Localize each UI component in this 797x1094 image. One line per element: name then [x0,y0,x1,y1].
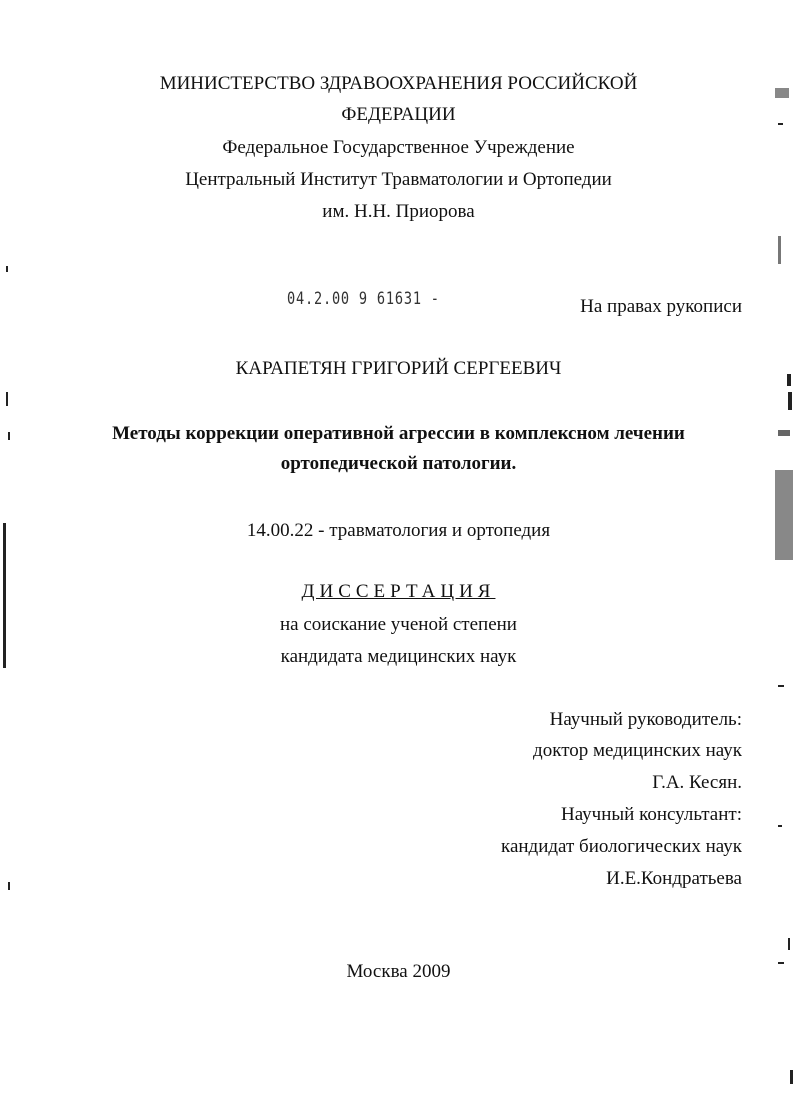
advisor-degree: доктор медицинских наук [533,740,742,761]
consultant-name: И.Е.Кондратьева [606,868,742,889]
author-name: КАРАПЕТЯН ГРИГОРИЙ СЕРГЕЕВИЧ [235,358,562,379]
specialty-code: 14.00.22 - травматология и ортопедия [246,520,551,541]
document-type-text: ДИССЕРТАЦИЯ [301,581,496,602]
scan-edge-bar [3,523,6,668]
advisor-label: Научный руководитель: [549,709,742,730]
scan-speck [775,88,789,98]
scan-speck [778,685,784,687]
scan-speck [790,1070,793,1084]
scan-speck [778,825,782,827]
scan-speck [778,123,783,125]
ministry-line-1: МИНИСТЕРСТВО ЗДРАВООХРАНЕНИЯ РОССИЙСКОЙ [159,73,638,94]
institute-name: Центральный Институт Травматологии и Ортопедии [185,169,612,190]
registration-stamp: 04.2.00 9 61631 - [287,289,440,309]
ministry-line-2: ФЕДЕРАЦИИ [341,104,456,125]
dissertation-title-line-1: Методы коррекции оперативной агрессии в комплексном лечении [112,423,685,444]
dissertation-title-line-2: ортопедической патологии. [280,453,517,474]
scan-speck [6,266,8,272]
document-type-heading [0,581,797,603]
scan-speck [8,882,10,890]
advisor-name: Г.А. Кесян. [652,772,742,793]
consultant-label: Научный консультант: [560,804,742,825]
degree-line-2: кандидата медицинских наук [280,646,517,667]
scan-speck [778,430,790,436]
manuscript-rights: На правах рукописи [580,296,742,317]
scan-speck [778,236,781,264]
scan-speck [788,938,790,950]
institution-type: Федеральное Государственное Учреждение [222,137,575,158]
scan-speck [6,392,8,406]
scan-speck [778,962,784,964]
scan-speck [787,374,791,386]
place-and-year: Москва 2009 [346,961,451,982]
institute-named-after: им. Н.Н. Приорова [322,201,475,222]
scan-speck [775,470,793,560]
scan-speck [8,432,10,440]
consultant-degree: кандидат биологических наук [501,836,742,857]
degree-line-1: на соискание ученой степени [280,614,517,635]
scan-speck [788,392,792,410]
